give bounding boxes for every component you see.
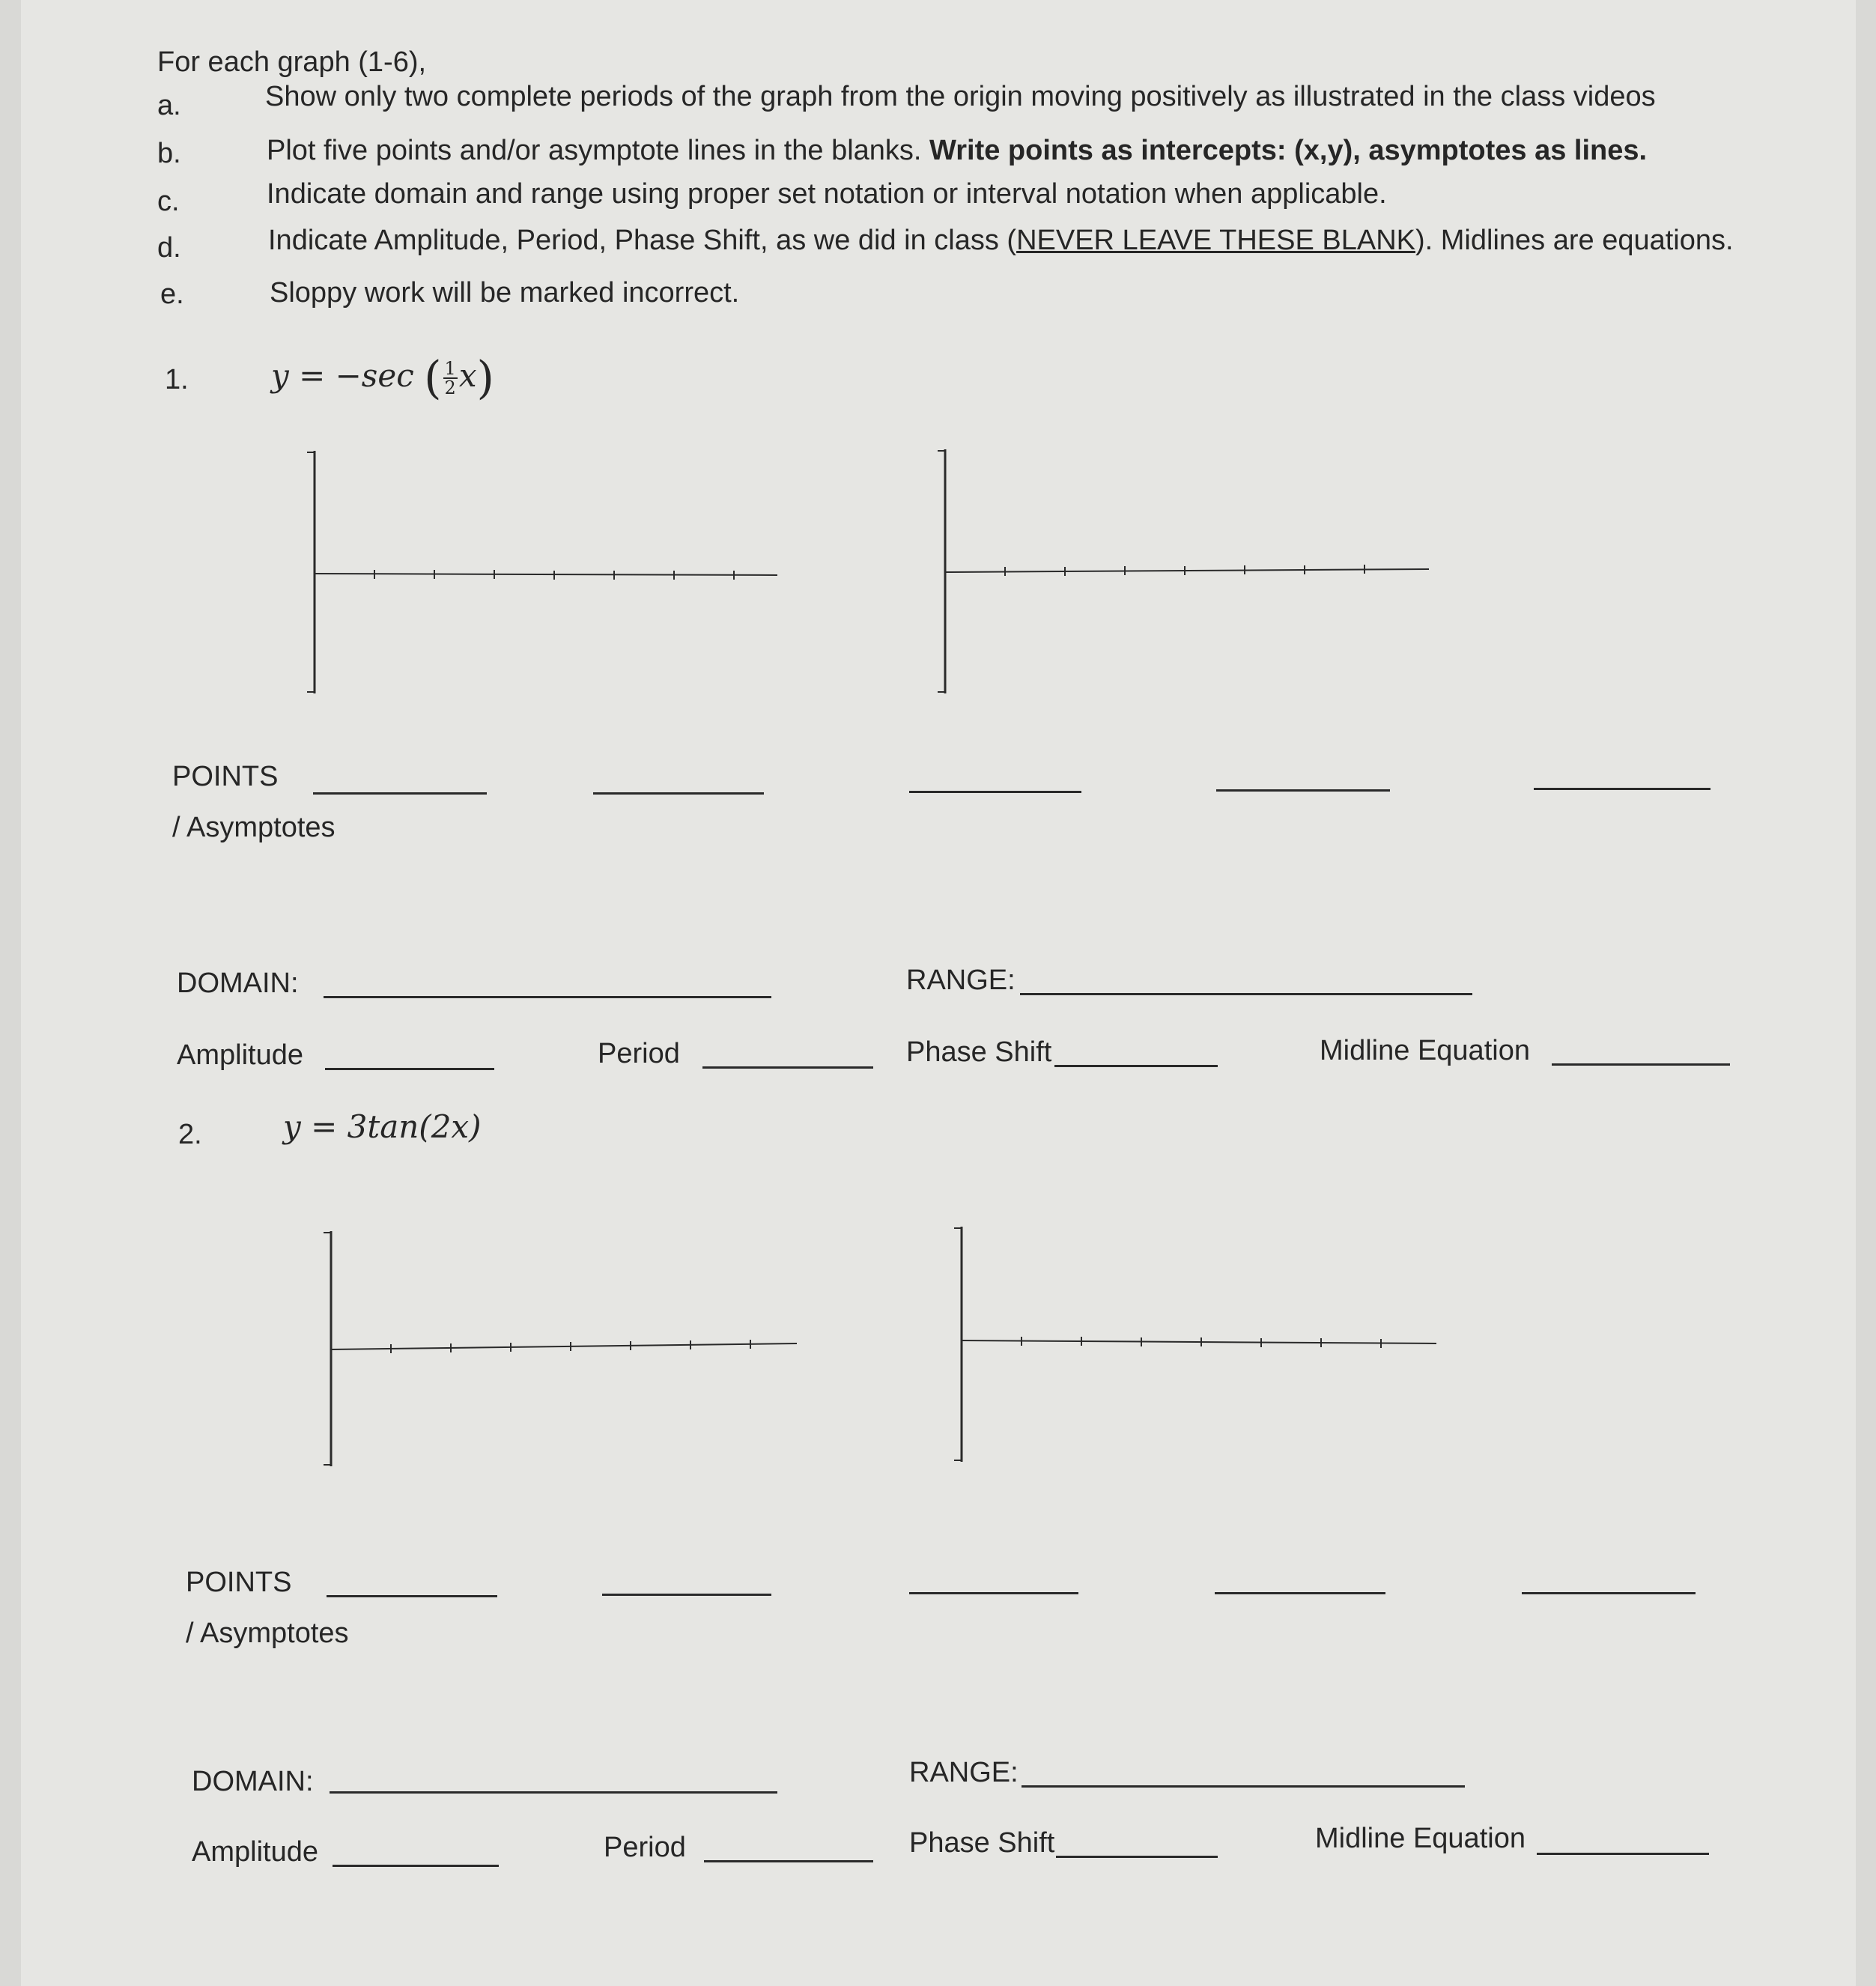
problem-1-phase-label: Phase Shift bbox=[906, 1036, 1052, 1068]
problem-2-equation: y = 3tan(2x) bbox=[283, 1108, 482, 1145]
worksheet-page bbox=[21, 0, 1856, 1986]
instruction-text-c: Indicate domain and range using proper set notation or interval notation when applicable. bbox=[267, 178, 1387, 210]
problem-2-range-label: RANGE: bbox=[909, 1757, 1019, 1788]
problem-2-midline-blank[interactable] bbox=[1537, 1853, 1709, 1855]
problem-2-amplitude-blank[interactable] bbox=[333, 1865, 499, 1867]
problem-1-period-label: Period bbox=[598, 1038, 680, 1069]
problem-1-midline-blank[interactable] bbox=[1552, 1063, 1730, 1066]
problem-2-point-blank-2[interactable] bbox=[602, 1594, 771, 1596]
problem-2-points-label: POINTS bbox=[186, 1567, 292, 1598]
problem-1-phase-blank[interactable] bbox=[1054, 1065, 1218, 1067]
problem-1-point-blank-2[interactable] bbox=[593, 792, 764, 795]
worksheet-header: For each graph (1-6), bbox=[157, 46, 427, 78]
problem-2-point-blank-4[interactable] bbox=[1215, 1592, 1385, 1594]
instruction-text-d: Indicate Amplitude, Period, Phase Shift, as we did in class (NEVER LEAVE THESE BLANK). Midlines are equations. bbox=[268, 225, 1734, 256]
problem-2-range-blank[interactable] bbox=[1022, 1785, 1465, 1788]
problem-1-asymptotes-label: / Asymptotes bbox=[172, 812, 336, 843]
problem-2-midline-label: Midline Equation bbox=[1315, 1823, 1526, 1854]
problem-1-point-blank-1[interactable] bbox=[313, 792, 487, 795]
problem-2-amplitude-label: Amplitude bbox=[192, 1836, 318, 1868]
instruction-letter-d: d. bbox=[157, 232, 181, 264]
problem-2-period-label: Period bbox=[604, 1832, 686, 1863]
problem-1-range-label: RANGE: bbox=[906, 965, 1016, 996]
instruction-letter-b: b. bbox=[157, 138, 181, 169]
problem-1-graph-right bbox=[918, 443, 1442, 698]
problem-2-point-blank-3[interactable] bbox=[909, 1592, 1078, 1594]
problem-2-domain-blank[interactable] bbox=[330, 1791, 777, 1794]
problem-1-amplitude-blank[interactable] bbox=[325, 1068, 494, 1070]
instruction-letter-c: c. bbox=[157, 186, 180, 217]
problem-2-phase-label: Phase Shift bbox=[909, 1827, 1055, 1859]
problem-2-point-blank-1[interactable] bbox=[327, 1595, 497, 1597]
problem-1-domain-blank[interactable] bbox=[324, 996, 771, 998]
problem-1-range-blank[interactable] bbox=[1020, 993, 1472, 995]
problem-1-equation: y = −sec ( $\frac{1}{2}$ x) bbox=[271, 352, 494, 404]
problem-2-number: 2. bbox=[178, 1119, 202, 1150]
problem-1-points-label: POINTS bbox=[172, 761, 279, 792]
problem-2-period-blank[interactable] bbox=[704, 1860, 873, 1862]
problem-2-phase-blank[interactable] bbox=[1056, 1856, 1218, 1858]
problem-1-midline-label: Midline Equation bbox=[1320, 1035, 1530, 1066]
problem-1-domain-label: DOMAIN: bbox=[177, 968, 299, 999]
problem-1-point-blank-5[interactable] bbox=[1534, 788, 1710, 790]
problem-1-graph-left bbox=[283, 446, 807, 701]
problem-2-graph-right bbox=[933, 1221, 1457, 1468]
instruction-text-a: Show only two complete periods of the graph from the origin moving positively as illustrated in the class videos bbox=[265, 81, 1656, 112]
problem-2-point-blank-5[interactable] bbox=[1522, 1592, 1696, 1594]
instruction-text-b: Plot five points and/or asymptote lines in the blanks. Write points as intercepts: (x,y), asymptotes as lines. bbox=[267, 135, 1648, 166]
problem-1-period-blank[interactable] bbox=[702, 1066, 873, 1069]
problem-1-point-blank-3[interactable] bbox=[909, 791, 1081, 793]
problem-2-asymptotes-label: / Asymptotes bbox=[186, 1618, 349, 1649]
instruction-letter-e: e. bbox=[160, 279, 184, 310]
problem-2-graph-left bbox=[300, 1225, 824, 1472]
problem-1-amplitude-label: Amplitude bbox=[177, 1039, 303, 1071]
problem-1-point-blank-4[interactable] bbox=[1216, 789, 1390, 792]
problem-2-domain-label: DOMAIN: bbox=[192, 1766, 314, 1797]
problem-1-number: 1. bbox=[165, 364, 189, 395]
instruction-letter-a: a. bbox=[157, 90, 181, 121]
instruction-text-e: Sloppy work will be marked incorrect. bbox=[270, 277, 740, 309]
